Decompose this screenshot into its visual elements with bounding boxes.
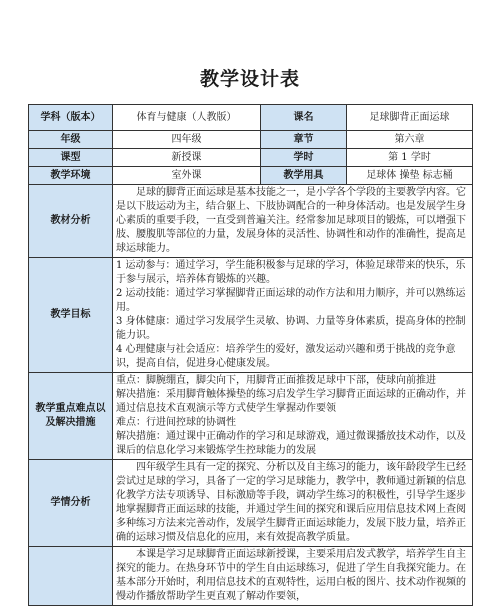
row-keypoints: [29, 373, 473, 460]
keypoint-line: 重点：脚腕绷直，脚尖向下，用脚背正面推拨足球中下部，使球向前推进: [116, 375, 436, 386]
lesson-name-value: 足球脚背正面运球: [347, 105, 473, 131]
document-title: 教学设计表: [199, 68, 300, 90]
goal-item: 2 运动技能：通过学习掌握脚背正面运球的动作方法和用力顺序，并可以熟练运用。: [116, 288, 466, 313]
row-environment: [29, 167, 473, 185]
keypoint-line: 解决措施：采用脚背触体操垫的练习启发学生学习脚背正面运球的正确动作，并通过信息技术直观演示等方式使学生掌握动作要领: [116, 389, 466, 414]
keypoint-line: 解决措施：通过课中正确动作的学习和足球游戏，通过微课播放技术动作，以及课后的信息化学习来锻炼学生控球能力的发展: [116, 431, 466, 456]
student-analysis-text: 四年级学生具有一定的探究、分析以及自主练习的能力，该年龄段学生已经尝试过足球的学习，具备了一定的学习足球能力，教学中，教师通过新颖的信息化教学方法专项诱导、目标激励等手段，调动学生练习的积极性，引导学生逐步地掌握脚背正面运球的技能，并通过学生间的探究和课后应用信息技术网上查阅多种练习方法来完善动作，发展学生脚背正面运球能力，发展下肢力量，培养正确的运球习惯及信息化的应用，来有效提高教学质量。: [116, 462, 466, 543]
goal-item: 4 心理健康与社会适应：培养学生的爱好，激发运动兴趣和勇于挑战的竞争意识，提高自信，促进身心健康发展。: [116, 344, 456, 369]
grade-label: 年级: [29, 131, 113, 149]
row-design: [29, 547, 473, 606]
tools-value: 足球体 操垫 标志桶: [347, 167, 473, 185]
row-student-analysis: [29, 460, 473, 547]
design-text: 本课是学习足球脚背正面运球新授课，主要采用启发式教学，培养学生自主探究的能力。在热身环节中的学生自由运球练习，促进了学生自我探究能力。在基本部分开始时，利用信息技术的直观特性，运用白板的图片、技术动作视频的慢动作播放帮助学生更直观了解动作要领，: [116, 549, 466, 602]
textbook-analysis-cell: [113, 185, 473, 258]
design-cell: [113, 547, 473, 606]
lesson-plan-table: [28, 104, 473, 606]
lesson-name-label: 课名: [261, 105, 347, 131]
keypoints-label: 教学重点难点以及解决措施: [29, 373, 113, 460]
design-label: [29, 547, 113, 606]
environment-label: 教学环境: [29, 167, 113, 185]
goals-cell: [113, 258, 473, 373]
subject-value: 体育与健康（人教版）: [113, 105, 261, 131]
row-grade: [29, 131, 473, 149]
row-goals: [29, 258, 473, 373]
goals-label: 教学目标: [29, 258, 113, 373]
chapter-value: 第六章: [347, 131, 473, 149]
goal-item: 1 运动参与：通过学习，学生能积极参与足球的学习，体验足球带来的快乐，乐于参与展示，培养体育锻炼的兴趣。: [116, 260, 466, 285]
environment-value: 室外课: [113, 167, 261, 185]
row-type: [29, 149, 473, 167]
period-value: 第 1 学时: [347, 149, 473, 167]
lesson-type-label: 课型: [29, 149, 113, 167]
subject-label: 学科（版本）: [29, 105, 113, 131]
goal-item: 3 身体健康：通过学习发展学生灵敏、协调、力量等身体素质，提高身体的控制能力识。: [116, 316, 466, 341]
keypoints-cell: [113, 373, 473, 460]
lesson-type-value: 新授课: [113, 149, 261, 167]
keypoint-line: 难点：行进间控球的协调性: [116, 417, 236, 428]
student-analysis-label: 学情分析: [29, 460, 113, 547]
textbook-analysis-text: 足球的脚背正面运球是基本技能之一，是小学各个学段的主要教学内容。它是以下肢运动为主，结合躯上、下肢协调配合的一种身体活动。也是发展学生身心素质的重要手段，一直受到普遍关注。经常参加足球项目的锻炼，可以增强下肢、腰腹肌等部位的力量，发展身体的灵活性、协调性和动作的准确性，提高足球运球能力。: [116, 187, 466, 254]
row-subject: [29, 105, 473, 131]
period-label: 学时: [261, 149, 347, 167]
chapter-label: 章节: [261, 131, 347, 149]
textbook-analysis-label: 教材分析: [29, 185, 113, 258]
student-analysis-cell: [113, 460, 473, 547]
row-textbook-analysis: [29, 185, 473, 258]
grade-value: 四年级: [113, 131, 261, 149]
tools-label: 教学用具: [261, 167, 347, 185]
